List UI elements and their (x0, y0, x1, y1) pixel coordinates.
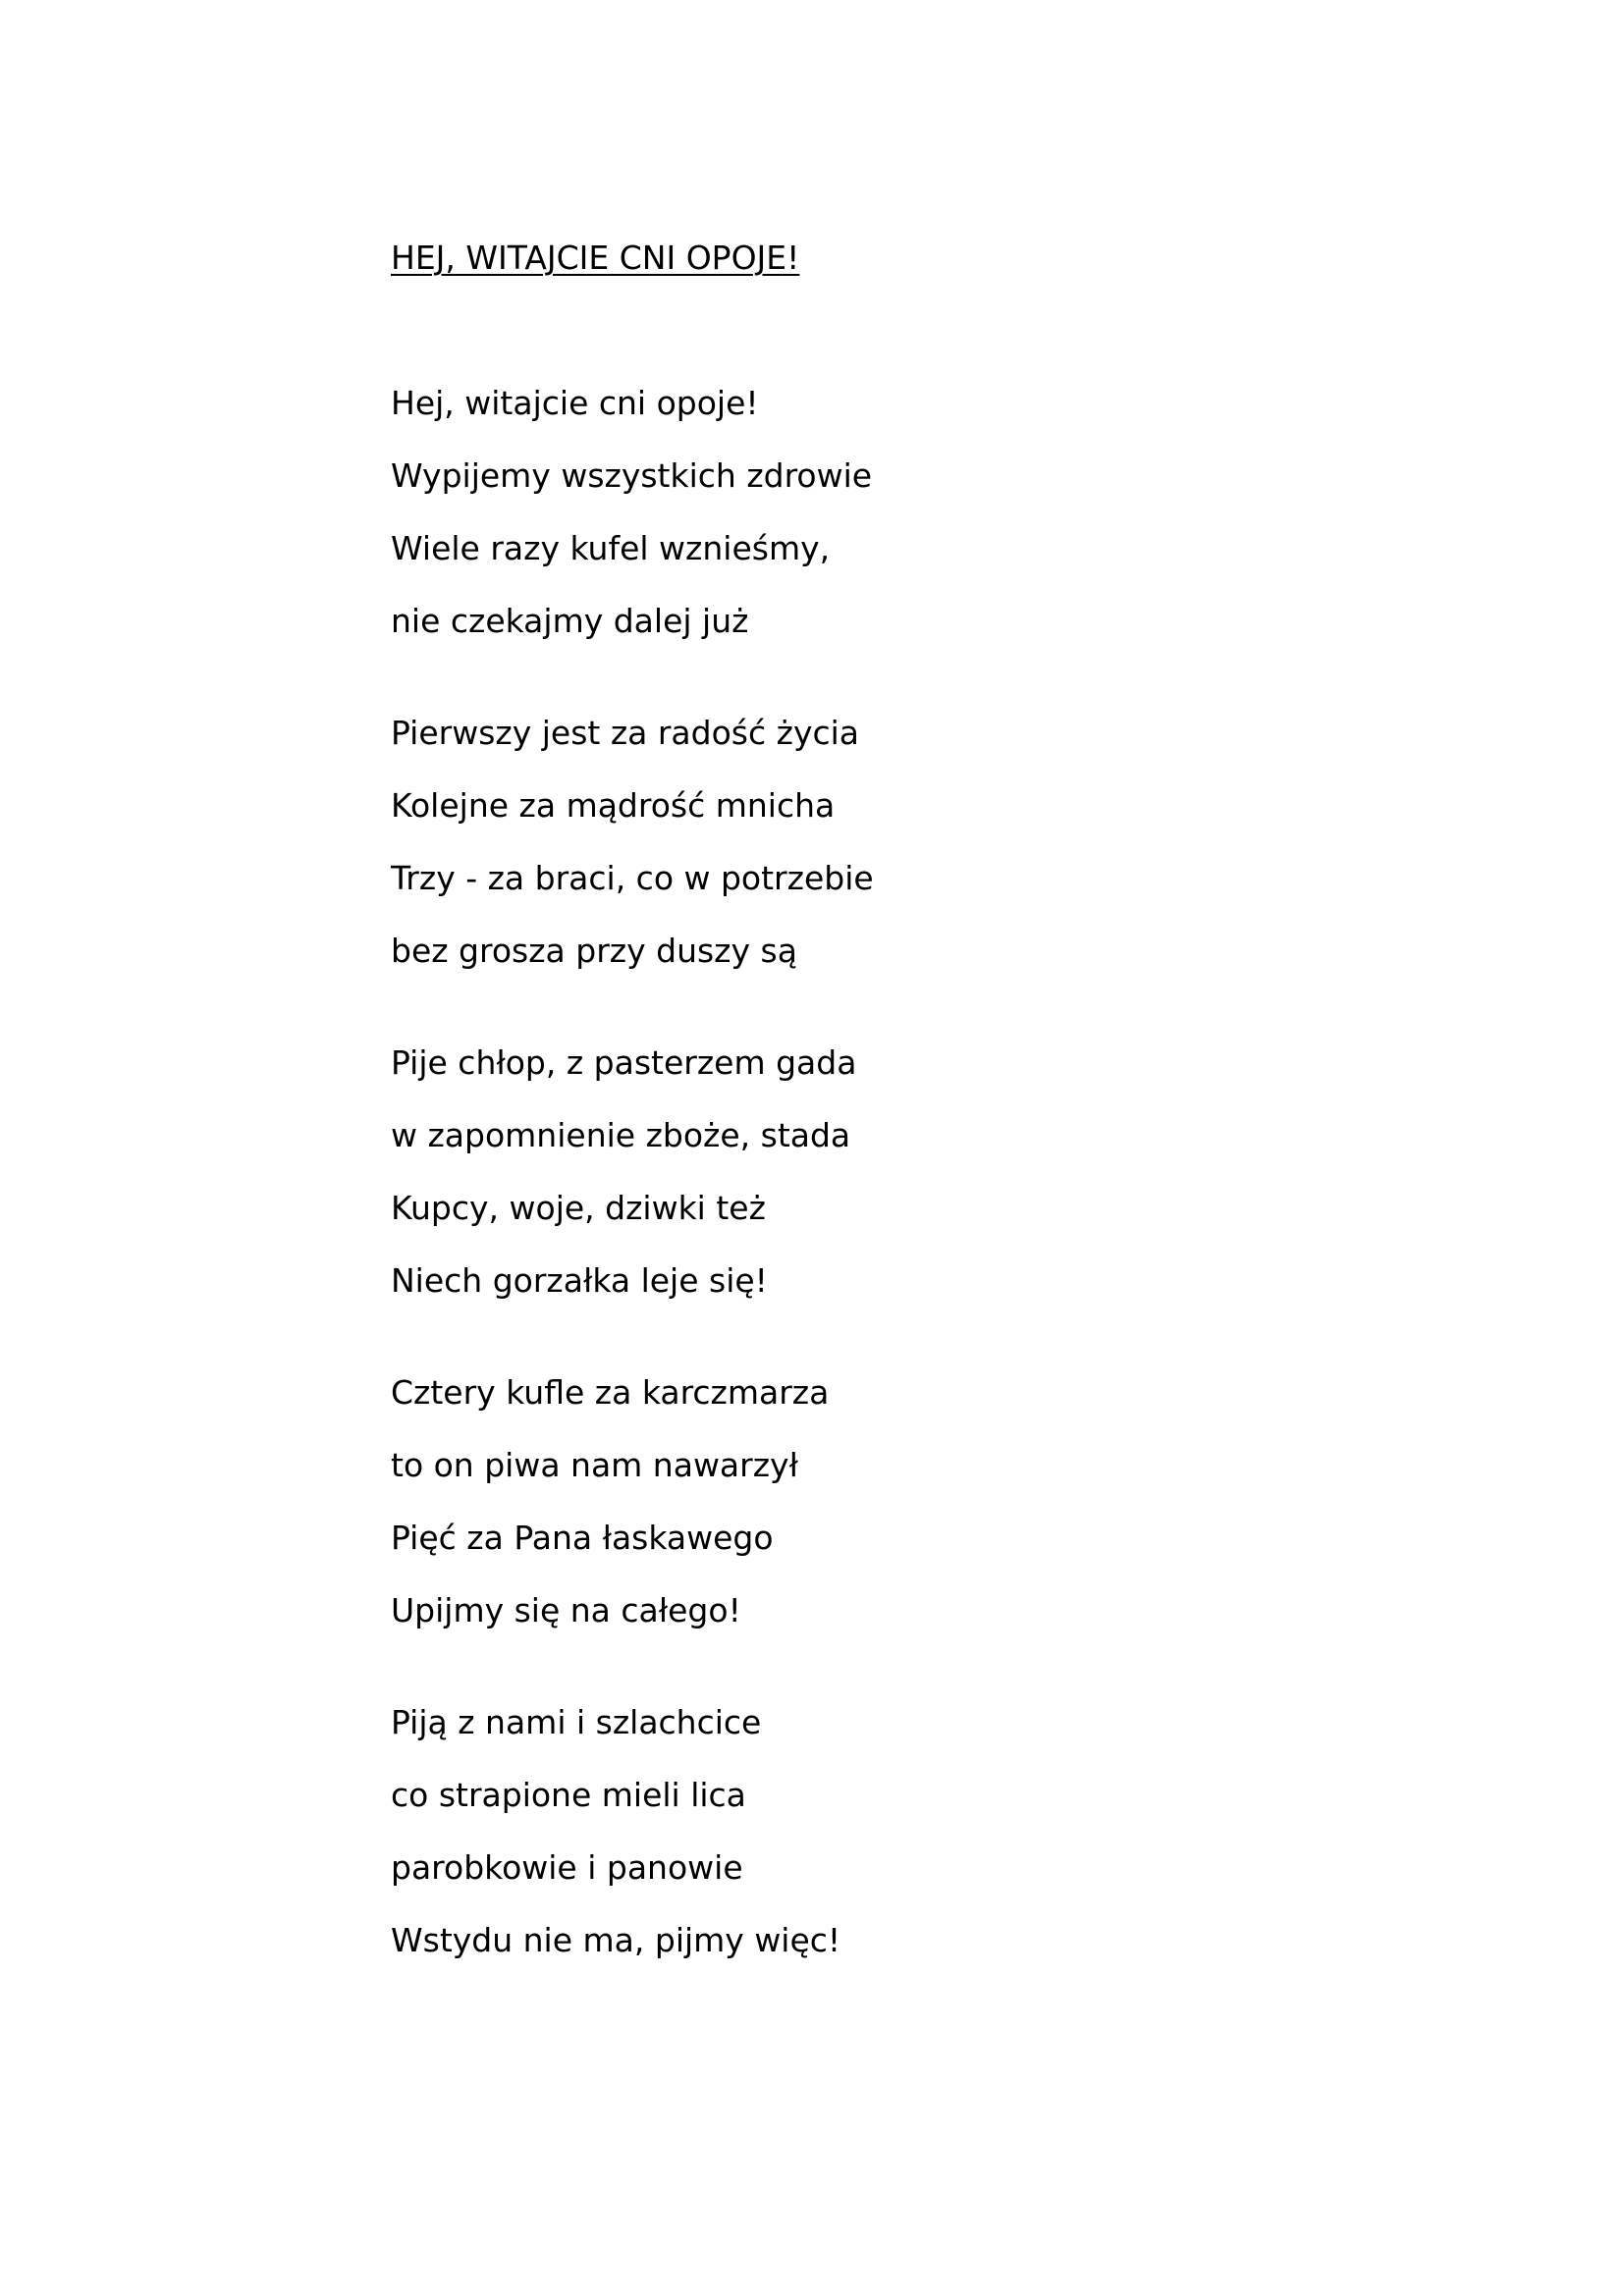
stanza-4 (391, 1373, 1373, 1630)
verse-line: Pierwszy jest za radość życia (391, 714, 860, 752)
verse-line: Kolejne za mądrość mnicha (391, 786, 836, 825)
verse-line: w zapomnienie zboże, stada (391, 1116, 851, 1154)
verse-line: co strapione mieli lica (391, 1776, 746, 1814)
stanza-3 (391, 1043, 1373, 1301)
verse-line: bez grosza przy duszy są (391, 932, 797, 970)
verse-line: nie czekajmy dalej już (391, 602, 749, 640)
stanza-2 (391, 714, 1373, 971)
verse-line: Pięć za Pana łaskawego (391, 1519, 774, 1557)
verse-line: Trzy - za braci, co w potrzebie (391, 859, 874, 897)
verse-line: Niech gorzałka leje się! (391, 1261, 768, 1300)
verse-line: Kupcy, woje, dziwki też (391, 1189, 766, 1227)
verse-line: Upijmy się na całego! (391, 1591, 741, 1629)
verse-line: Pije chłop, z pasterzem gada (391, 1043, 857, 1082)
stanza-5 (391, 1703, 1373, 1960)
verse-line: Wstydu nie ma, pijmy więc! (391, 1921, 841, 1959)
stanza-1 (391, 384, 1373, 641)
verse-line: to on piwa nam nawarzył (391, 1446, 798, 1484)
verse-line: Cztery kufle za karczmarza (391, 1373, 830, 1412)
song-text (391, 239, 1373, 2033)
verse-line: Wiele razy kufel wznieśmy, (391, 529, 831, 567)
verse-line: Piją z nami i szlachcice (391, 1703, 762, 1741)
song-title: HEJ, WITAJCIE CNI OPOJE! (391, 239, 800, 277)
verse-line: Hej, witajcie cni opoje! (391, 384, 759, 422)
verse-line: parobkowie i panowie (391, 1848, 743, 1887)
verse-line: Wypijemy wszystkich zdrowie (391, 456, 873, 495)
